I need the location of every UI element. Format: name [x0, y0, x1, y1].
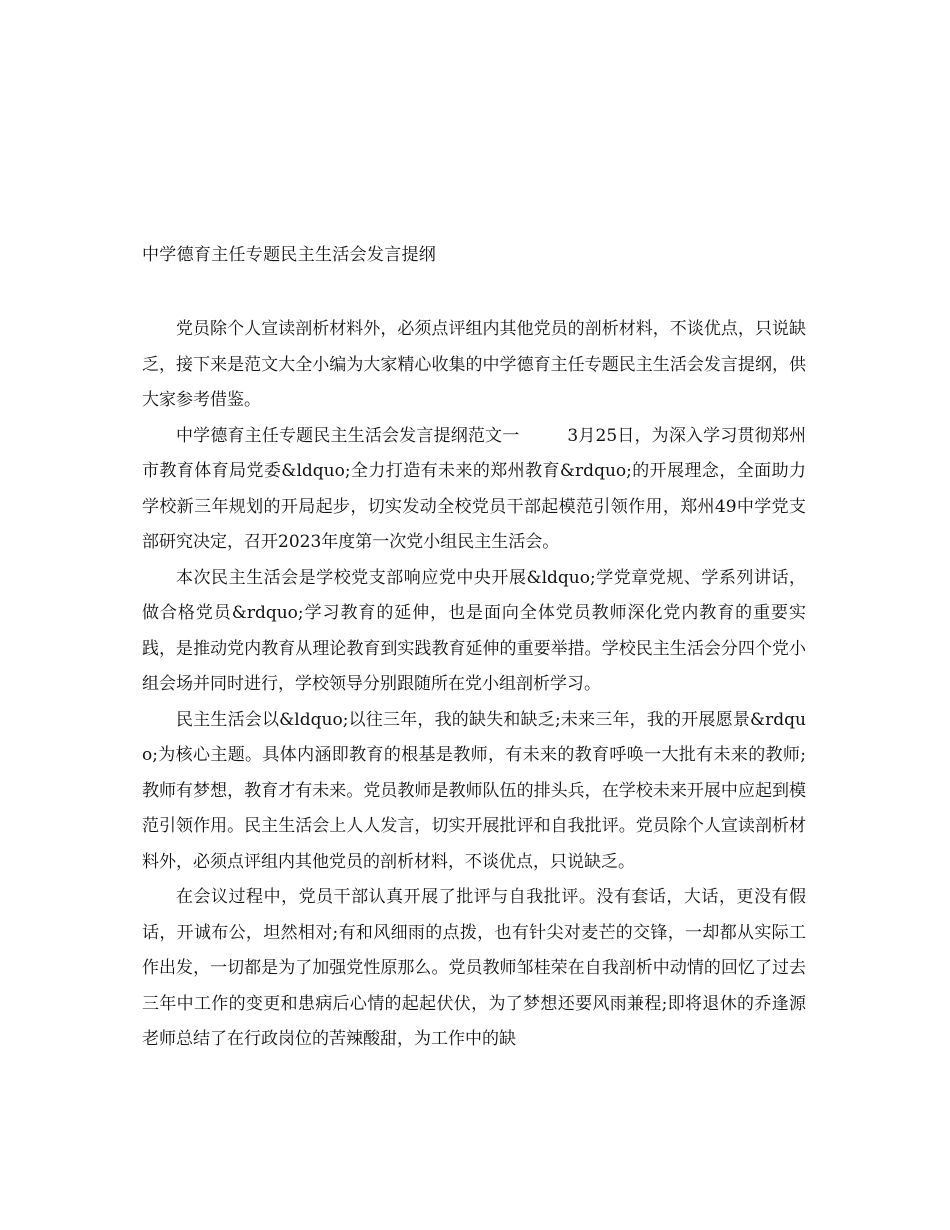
paragraph-intro: 党员除个人宣读剖析材料外，必须点评组内其他党员的剖析材料，不谈优点，只说缺乏，接下来是范文大全小编为大家精心收集的中学德育主任专题民主生活会发言提纲，供大家参考借鉴。 [142, 319, 806, 410]
sample-one-text: 3月25日，为深入学习贯彻郑州市教育体育局党委&ldquo;全力打造有未来的郑州教育&rdquo;的开展理念，全面助力学校新三年规划的开局起步，切实发动全校党员干部起模范引领作用，郑州49中学党支部研究决定，召开2023年度第一次党小组民主生活会。 [142, 425, 807, 552]
sample-heading: 中学德育主任专题民主生活会发言提纲范文一 [176, 425, 520, 446]
document-body [142, 312, 806, 1058]
paragraph-theme: 民主生活会以&ldquo;以往三年，我的缺失和缺乏;未来三年，我的开展愿景&rdquo;为核心主题。具体内涵即教育的根基是教师，有未来的教育呼唤一大批有未来的教师;教师有梦想，教育才有未来。党员教师是教师队伍的排头兵，在学校未来开展中应起到模范引领作用。民主生活会上人人发言，切实开展批评和自我批评。党员除个人宣读剖析材料外，必须点评组内其他党员的剖析材料，不谈优点，只说缺乏。 [142, 709, 806, 872]
paragraph-background: 本次民主生活会是学校党支部响应党中央开展&ldquo;学党章党规、学系列讲话，做合格党员&rdquo;学习教育的延伸，也是面向全体党员教师深化党内教育的重要实践，是推动党内教育从理论教育到实践教育延伸的重要举措。学校民主生活会分四个党小组会场并同时进行，学校领导分别跟随所在党小组剖析学习。 [142, 567, 806, 694]
paragraph-process: 在会议过程中，党员干部认真开展了批评与自我批评。没有套话，大话，更没有假话，开诚布公，坦然相对;有和风细雨的点拨，也有针尖对麦芒的交锋，一却都从实际工作出发，一切都是为了加强党性原那么。党员教师邹桂荣在自我剖析中动情的回忆了过去三年中工作的变更和患病后心情的起起伏伏，为了梦想还要风雨兼程;即将退休的乔逢源老师总结了在行政岗位的苦辣酸甜，为工作中的缺 [142, 887, 806, 1049]
document-title: 中学德育主任专题民主生活会发言提纲 [142, 245, 437, 265]
paragraph-sample-one [142, 419, 806, 561]
